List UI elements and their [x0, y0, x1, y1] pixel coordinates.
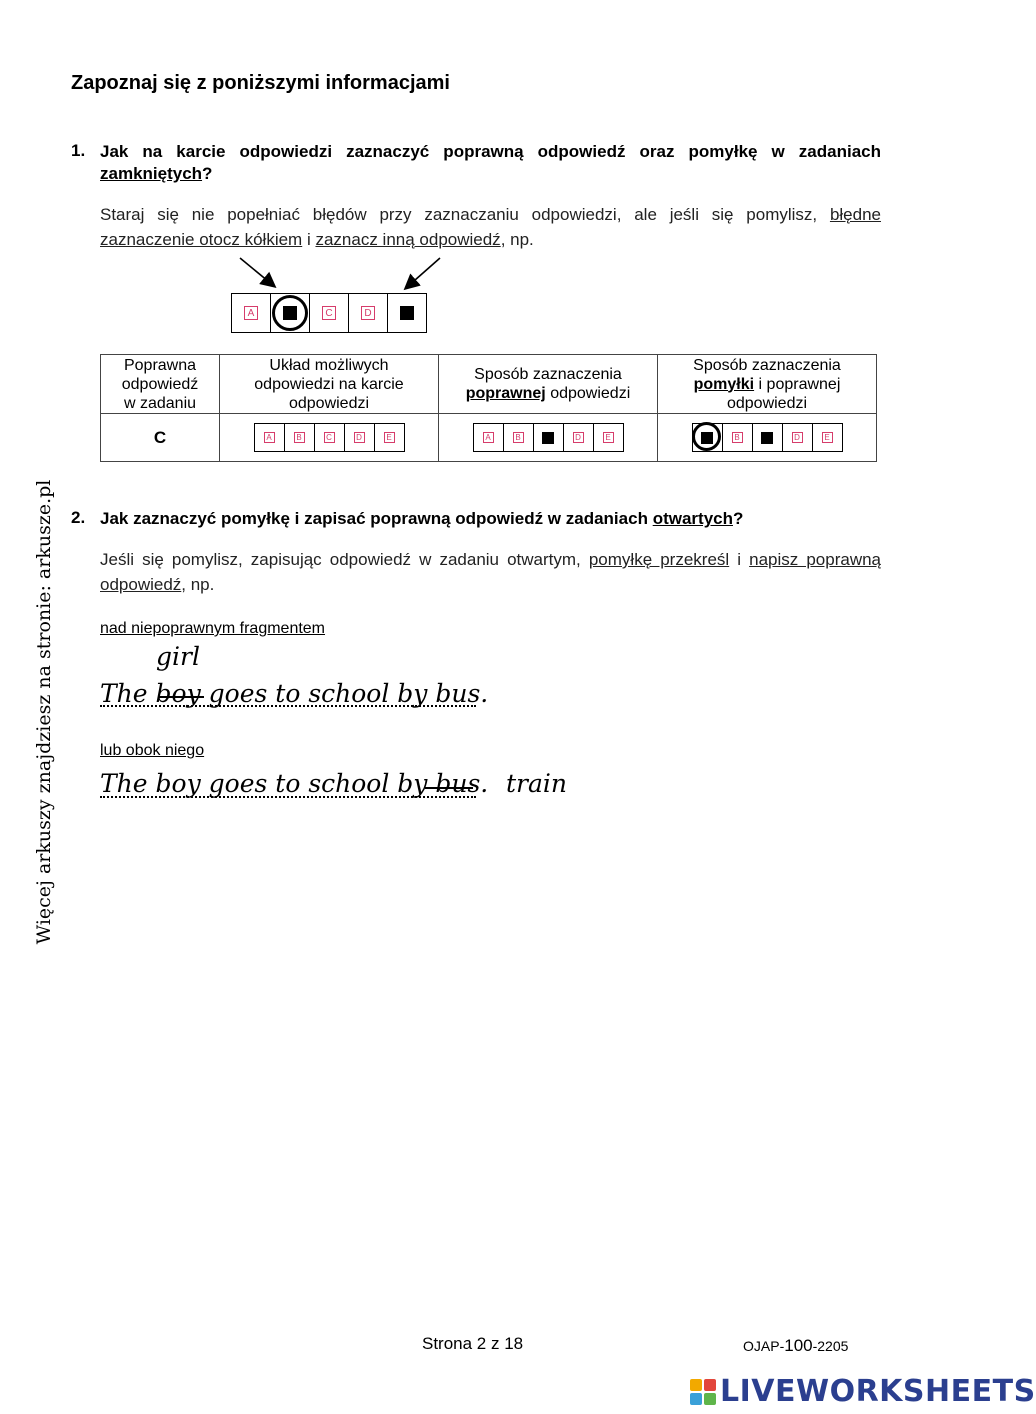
- layout-cell: [255, 424, 285, 451]
- q2-body-end: , np.: [181, 575, 215, 594]
- example-answer-row: [231, 293, 427, 333]
- handwritten-sentence-2: The boy goes to school by bus.: [100, 769, 489, 798]
- letter-box: A: [244, 306, 258, 320]
- q2-body-a: Jeśli się pomylisz, zapisując odpowiedź w zadaniu otwartym,: [100, 550, 589, 569]
- letter-box: A: [483, 432, 494, 443]
- letter-box: C: [324, 432, 335, 443]
- letter-box: E: [384, 432, 395, 443]
- correct-cell: [534, 424, 564, 451]
- handwritten-correction-above: girl: [156, 642, 200, 671]
- table-header-error-marking: [658, 355, 877, 414]
- error-cell: [723, 424, 753, 451]
- layout-cell: [375, 424, 404, 451]
- letter-box: E: [822, 432, 833, 443]
- q2-text-underlined: otwartych: [652, 509, 733, 528]
- layout-cell: [285, 424, 315, 451]
- q1-body-end: , np.: [500, 230, 534, 249]
- q2-number: 2.: [71, 508, 86, 527]
- h4-line2: [658, 375, 876, 394]
- q2-body-u2: napisz poprawną odpowiedź: [100, 550, 882, 594]
- q1-question: [100, 141, 881, 185]
- error-cell: [813, 424, 842, 451]
- q1-body: [100, 202, 881, 252]
- q1-body-a: Staraj się nie popełniać błędów przy zaznaczaniu odpowiedzi, ale jeśli się pomylisz,: [100, 205, 830, 224]
- table-header-correct-marking: [439, 355, 658, 414]
- arrow-right: [406, 258, 440, 288]
- example-cell-filled: [388, 294, 426, 332]
- letter-box: D: [354, 432, 365, 443]
- q2-body-mid: i: [729, 550, 750, 569]
- error-circle: [692, 422, 721, 451]
- h1-line: odpowiedź: [121, 375, 199, 393]
- h2-line: odpowiedzi: [288, 394, 370, 412]
- correct-cell: [564, 424, 594, 451]
- h3-line2: [439, 384, 657, 403]
- q1-text-b: ?: [202, 164, 213, 183]
- exam-code: [743, 1336, 848, 1356]
- layout-cell: [315, 424, 345, 451]
- error-cell: [693, 424, 723, 451]
- code-middle: 100: [784, 1336, 813, 1355]
- example-arrows: [230, 252, 450, 297]
- dotted-answer-line-1: [100, 705, 476, 707]
- h4-line: odpowiedzi: [726, 394, 808, 412]
- h2-line: Układ możliwych: [269, 356, 389, 374]
- example-label-above: nad niepoprawnym fragmentem: [100, 620, 326, 637]
- letter-box: D: [361, 306, 375, 320]
- strikethrough-boy: [158, 696, 204, 698]
- q1-body-u2: zaznacz inną odpowiedź: [315, 230, 501, 249]
- letter-box: D: [573, 432, 584, 443]
- logo-square: [704, 1393, 716, 1405]
- letter-box: C: [322, 306, 336, 320]
- layout-boxes: [254, 423, 405, 452]
- letter-box: A: [264, 432, 275, 443]
- error-marking-boxes: [692, 423, 843, 452]
- code-suffix: -2205: [812, 1338, 849, 1354]
- letter-box: B: [732, 432, 743, 443]
- table-correct-marking-cell: [439, 414, 658, 462]
- arrow-left: [240, 258, 274, 286]
- example-cell-c: [310, 294, 349, 332]
- q2-text-a: Jak zaznaczyć pomyłkę i zapisać poprawną odpowiedź w zadaniach: [100, 509, 653, 528]
- h2-line: odpowiedzi na karcie: [254, 375, 404, 393]
- q1-text-a: Jak na karcie odpowiedzi zaznaczyć poprawną odpowiedź oraz pomyłkę w zadaniach: [100, 142, 881, 161]
- example-cell-d: [349, 294, 388, 332]
- letter-box: E: [603, 432, 614, 443]
- logo-square: [704, 1379, 716, 1391]
- h1-line: Poprawna: [123, 356, 197, 374]
- q1-body-u1: błędne zaznaczenie otocz kółkiem: [100, 205, 881, 249]
- q1-body-mid: i: [302, 230, 316, 249]
- correct-cell: [594, 424, 623, 451]
- q2-body-u1: pomyłkę przekreśl: [588, 550, 730, 569]
- correct-marking-boxes: [473, 423, 624, 452]
- logo-square: [690, 1379, 702, 1391]
- strikethrough-bus: [425, 787, 473, 789]
- error-cell: [783, 424, 813, 451]
- letter-box: D: [792, 432, 803, 443]
- example-cell-a: [232, 294, 271, 332]
- letter-box: B: [513, 432, 524, 443]
- example-label-beside: lub obok niego: [100, 742, 205, 759]
- brand-text: LIVEWORKSHEETS: [720, 1374, 1036, 1409]
- q1-text-underlined: zamkniętych: [100, 164, 203, 183]
- correct-cell: [504, 424, 534, 451]
- filled-square: [761, 432, 773, 444]
- letter-box: B: [294, 432, 305, 443]
- q2-body: [100, 547, 881, 597]
- q2-text-b: ?: [732, 509, 744, 528]
- filled-square: [400, 306, 414, 320]
- table-layout-cell: [220, 414, 439, 462]
- q1-number: 1.: [71, 141, 86, 160]
- h3-line: Sposób zaznaczenia: [474, 366, 622, 383]
- table-answer: C: [101, 414, 220, 462]
- logo-square: [690, 1393, 702, 1405]
- h1-line: w zadaniu: [123, 394, 197, 412]
- table-header-layout: [220, 355, 439, 414]
- error-cell: [753, 424, 783, 451]
- marking-table: [100, 354, 877, 462]
- code-prefix: OJAP-: [743, 1338, 785, 1354]
- correct-cell: [474, 424, 504, 451]
- error-circle: [272, 295, 308, 331]
- page-number: Strona 2 z 18: [422, 1334, 524, 1353]
- example-cell-b: [271, 294, 310, 332]
- side-watermark-text: Więcej arkuszy znajdziesz na stronie: arkusze.pl: [33, 479, 55, 945]
- handwritten-sentence-1: The boy goes to school by bus.: [100, 679, 489, 708]
- table-error-marking-cell: [658, 414, 877, 462]
- h3-rest: odpowiedzi: [545, 385, 631, 402]
- h4-line: Sposób zaznaczenia: [693, 356, 841, 374]
- liveworksheets-logo[interactable]: [690, 1374, 1036, 1409]
- h4-underlined: pomyłki: [693, 375, 755, 393]
- h3-underlined: poprawnej: [465, 385, 546, 402]
- table-header-correct: [101, 355, 220, 414]
- page-heading: Zapoznaj się z poniższymi informacjami: [71, 72, 450, 94]
- handwritten-correction-beside: train: [506, 769, 567, 798]
- filled-square: [542, 432, 554, 444]
- h4-rest: i poprawnej: [754, 375, 841, 393]
- q2-question: [100, 508, 881, 530]
- dotted-answer-line-2: [100, 796, 476, 798]
- logo-grid-icon: [690, 1379, 716, 1405]
- layout-cell: [345, 424, 375, 451]
